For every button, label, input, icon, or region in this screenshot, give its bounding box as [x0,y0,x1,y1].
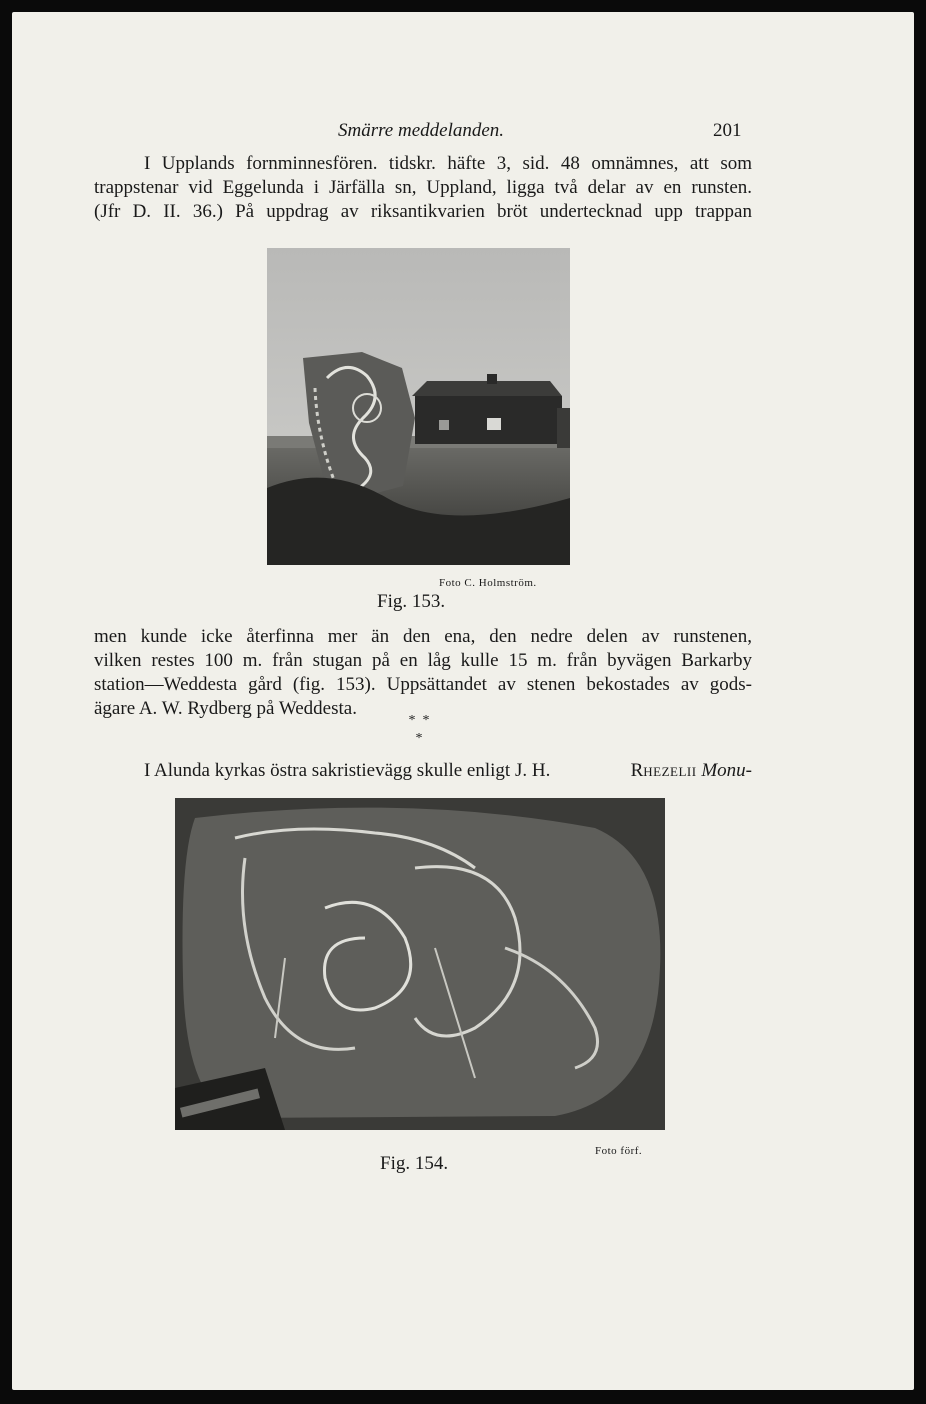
page-number: 201 [713,120,742,141]
paragraph-1-line-1: I Upplands fornminnesfören. tidskr. häfte 3, sid. 48 omnämnes, att som [144,153,752,174]
paragraph-1-line-3: (Jfr D. II. 36.) På uppdrag av riksantikvarien bröt undertecknad upp trappan [94,201,752,222]
paragraph-3-line-1 [144,760,752,783]
figure-154-credit: Foto förf. [595,1145,643,1157]
author-name [631,760,752,783]
paragraph-1-line-2: trappstenar vid Eggelunda i Järfälla sn, Uppland, ligga två delar av en runsten. [94,177,752,198]
paragraph-2-line-4: ägare A. W. Rydberg på Weddesta. [94,698,357,719]
paragraph-3-text: I Alunda kyrkas östra sakristievägg skulle enligt J. H. [144,760,551,781]
figure-153-credit: Foto C. Holmström. [439,577,537,589]
paragraph-2-line-2: vilken restes 100 m. från stugan på en låg kulle 15 m. från byvägen Barkarby [94,650,752,671]
running-title: Smärre meddelanden. [338,120,505,141]
paragraph-2-line-3: station—Weddesta gård (fig. 153). Uppsättandet av stenen bekostades av gods- [94,674,752,695]
figure-153-caption: Fig. 153. [377,591,446,612]
author-rest: HEZELII [643,764,697,779]
title-fragment: Monu- [701,760,752,781]
figure-154-caption: Fig. 154. [380,1153,449,1174]
runestone-photo-fig-154 [175,798,665,1130]
paragraph-2-line-1: men kunde icke återfinna mer än den ena, den nedre delen av runstenen, [94,626,752,647]
author-initial: R [630,760,644,781]
section-separator: * * * [408,713,430,746]
runestone-photo-fig-153 [267,248,570,565]
